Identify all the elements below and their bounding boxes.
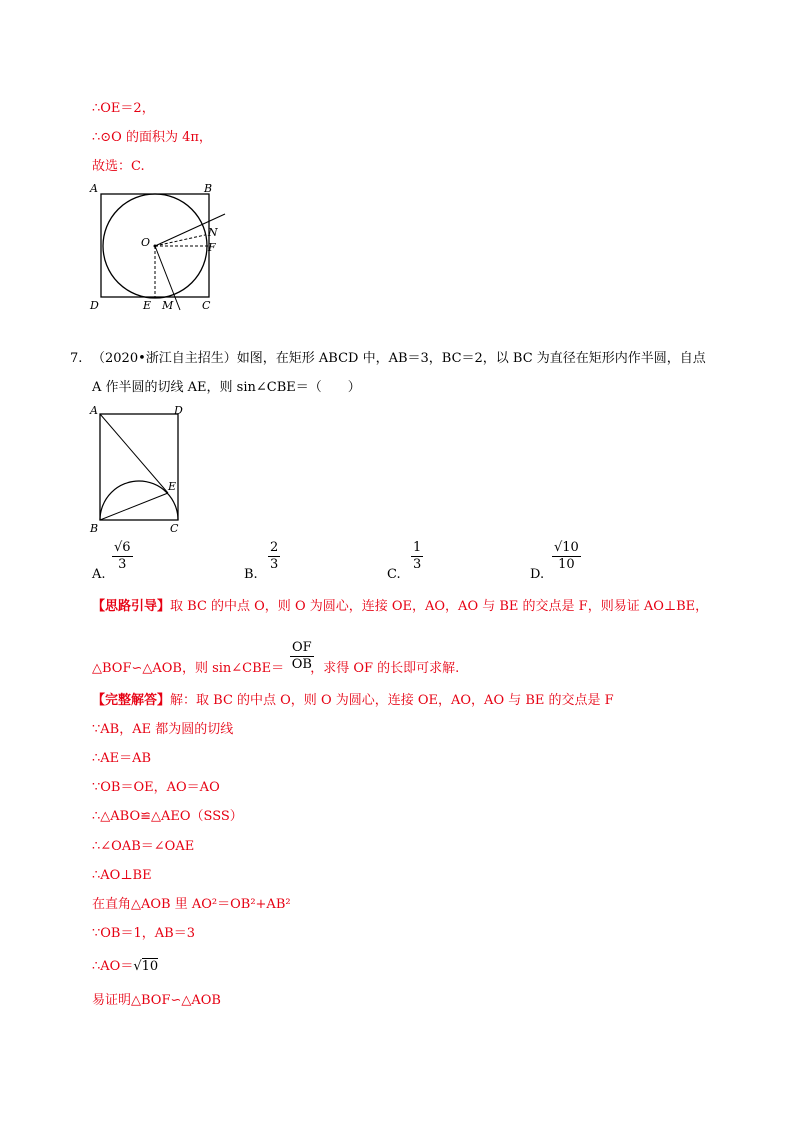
label-D2: D	[174, 404, 183, 417]
label-E: E	[143, 299, 152, 312]
label-N: N	[208, 226, 218, 239]
solution-ao-prefix: ∴AO＝	[92, 959, 134, 974]
solution-ao	[92, 958, 158, 976]
hint-tag: 【思路引导】	[92, 599, 171, 614]
option-a-letter: A.	[92, 567, 106, 582]
question-line-2: A 作半圆的切线 AE，则 sin∠CBE＝（ ）	[92, 380, 361, 395]
hint-fraction-den: OB	[291, 657, 312, 672]
solution-ao-root: 10	[141, 959, 159, 974]
option-c-fraction	[411, 540, 423, 573]
question-number: 7.	[70, 351, 83, 366]
hint-text-2a: △BOF∽△AOB，则 sin∠CBE＝	[92, 661, 285, 676]
solution-step: ∴AE＝AB	[92, 751, 152, 766]
hint-text-1: 取 BC 的中点 O，则 O 为圆心，连接 OE，AO，AO 与 BE 的交点是 F，则易证 AO⊥BE，	[170, 599, 709, 614]
hint-fraction-num: OF	[292, 640, 312, 655]
hint-text-2b: ，求得 OF 的长即可求解.	[310, 661, 460, 676]
solution-step: ∴AO⊥BE	[92, 868, 152, 883]
solution-last: 易证明△BOF∽△AOB	[92, 993, 221, 1008]
option-b-denominator: 3	[270, 557, 279, 572]
hint-line-1	[92, 598, 708, 616]
solution-pythagoras: 在直角△AOB 里 AO²＝OB²+AB²	[92, 897, 291, 912]
label-A: A	[90, 182, 98, 195]
option-d-numerator: √10	[554, 540, 579, 555]
hint-line-2	[92, 660, 459, 678]
solution-given: ∵OB＝1，AB＝3	[92, 926, 195, 941]
option-d-letter: D.	[530, 567, 545, 582]
option-a-denominator: 3	[118, 557, 127, 572]
label-E2: E	[168, 480, 177, 493]
label-C2: C	[170, 522, 179, 535]
option-b-numerator: 2	[270, 540, 279, 555]
label-C: C	[202, 299, 211, 312]
option-c-numerator: 1	[413, 540, 422, 555]
solution-text-0: 解：取 BC 的中点 O，则 O 为圆心，连接 OE，AO，AO 与 BE 的交点是 F	[170, 693, 614, 708]
solution-step: ∵AB，AE 都为圆的切线	[92, 722, 234, 737]
option-a-numerator: √6	[114, 540, 131, 555]
solution-step: ∴△ABO≌△AEO（SSS）	[92, 809, 243, 824]
option-c-letter: C.	[387, 567, 401, 582]
option-b-fraction	[268, 540, 280, 573]
solution-step: ∵OB＝OE，AO＝AO	[92, 780, 220, 795]
label-M: M	[162, 299, 174, 312]
label-A2: A	[90, 404, 98, 417]
figure-rectangle-semicircle	[88, 402, 198, 542]
solution-tag: 【完整解答】	[92, 693, 171, 708]
hint-fraction	[290, 640, 314, 673]
label-O: O	[141, 236, 151, 249]
line-area: ∴⊙O 的面积为 4π，	[92, 130, 212, 145]
figure-square-circle	[88, 182, 238, 316]
solution-step: ∴∠OAB＝∠OAE	[92, 839, 195, 854]
option-c-denominator: 3	[413, 557, 422, 572]
label-F: F	[208, 241, 216, 254]
label-B: B	[204, 182, 213, 195]
option-a-fraction	[112, 540, 133, 573]
line-oe: ∴OE＝2，	[92, 101, 155, 116]
option-d-fraction	[552, 540, 581, 573]
option-d-denominator: 10	[558, 557, 575, 572]
option-b-letter: B.	[244, 567, 258, 582]
solution-line-0	[92, 692, 614, 710]
question-line-1: （2020•浙江自主招生）如图，在矩形 ABCD 中，AB＝3，BC＝2，以 BC 为直径在矩形内作半圆，自点	[92, 351, 706, 366]
line-choice: 故选：C.	[92, 159, 145, 174]
label-B2: B	[90, 522, 99, 535]
label-D: D	[90, 299, 99, 312]
sqrt-symbol: √	[133, 959, 142, 974]
